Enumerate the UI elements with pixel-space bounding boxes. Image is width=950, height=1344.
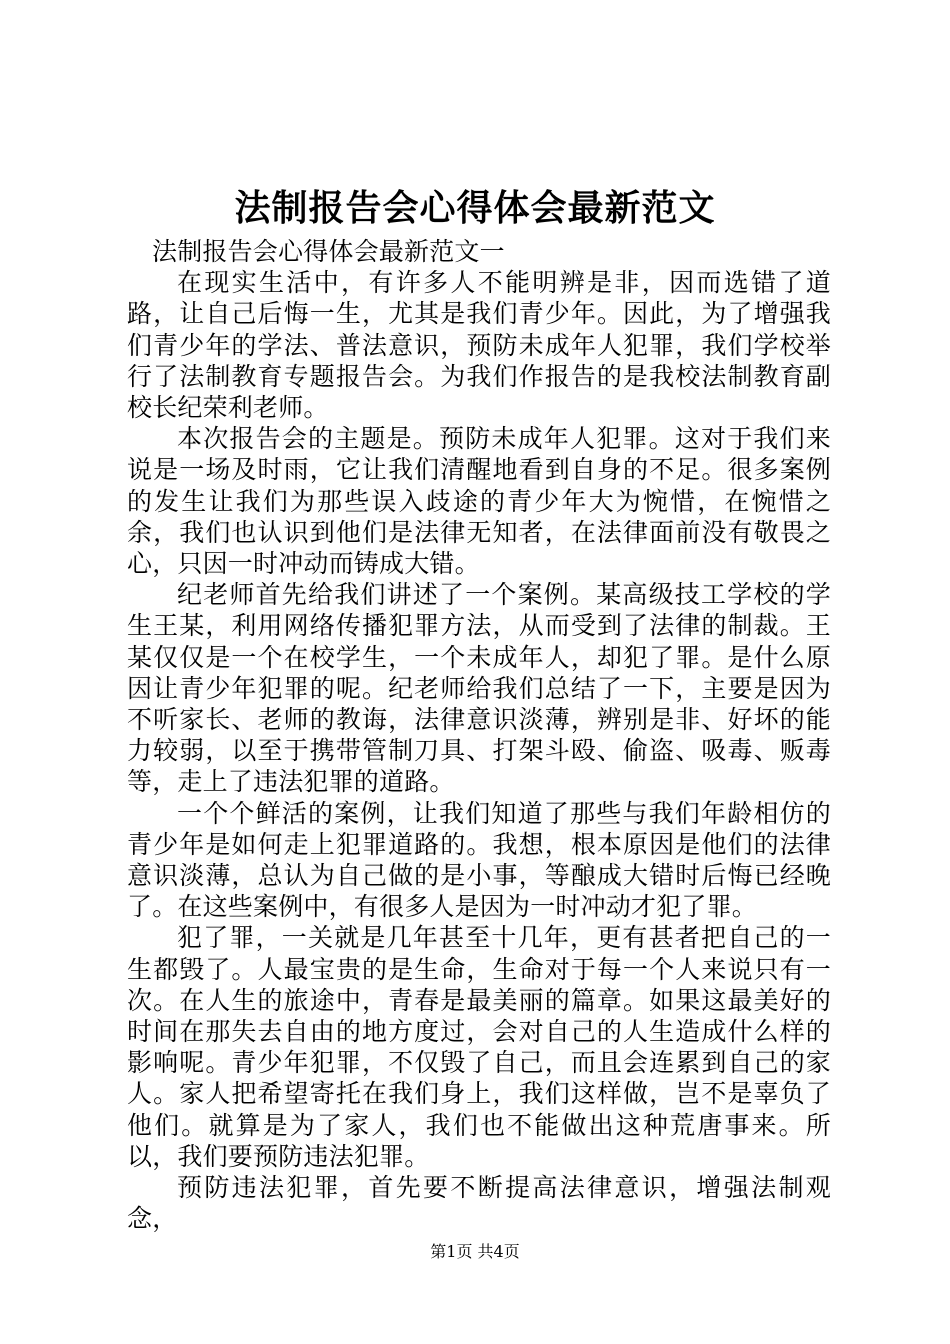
paragraph-6: 预防违法犯罪，首先要不断提高法律意识，增强法制观念， [127, 1173, 831, 1234]
document-subtitle: 法制报告会心得体会最新范文一 [152, 237, 505, 266]
page-title: 法制报告会心得体会最新范文 [234, 187, 716, 229]
paragraph-3: 纪老师首先给我们讲述了一个案例。某高级技工学校的学生王某，利用网络传播犯罪方法，从而受到了法律的制裁。王某仅仅是一个在校学生，一个未成年人，却犯了罪。是什么原因让青少年犯罪的呢。纪老师给我们总结了一下，主要是因为不听家长、老师的教诲，法律意识淡薄，辨别是非、好坏的能力较弱，以至于携带管制刀具、打架斗殴、偷盗、吸毒、贩毒等，走上了违法犯罪的道路。 [127, 580, 831, 797]
paragraph-1: 在现实生活中，有许多人不能明辨是非，因而选错了道路，让自己后悔一生，尤其是我们青少年。因此，为了增强我们青少年的学法、普法意识，预防未成年人犯罪，我们学校举行了法制教育专题报告会。为我们作报告的是我校法制教育副校长纪荣利老师。 [127, 268, 831, 423]
paragraph-5: 犯了罪，一关就是几年甚至十几年，更有甚者把自己的一生都毁了。人最宝贵的是生命，生命对于每一个人来说只有一次。在人生的旅途中，青春是最美丽的篇章。如果这最美好的时间在那失去自由的地方度过，会对自己的人生造成什么样的影响呢。青少年犯罪，不仅毁了自己，而且会连累到自己的家人。家人把希望寄托在我们身上，我们这样做，岂不是辜负了他们。就算是为了家人，我们也不能做出这种荒唐事来。所以，我们要预防违法犯罪。 [127, 923, 831, 1171]
document-body [127, 236, 831, 1235]
paragraph-4: 一个个鲜活的案例，让我们知道了那些与我们年龄相仿的青少年是如何走上犯罪道路的。我想，根本原因是他们的法律意识淡薄，总认为自己做的是小事，等酿成大错时后悔已经晚了。在这些案例中，有很多人是因为一时冲动才犯了罪。 [127, 798, 831, 922]
paragraph-2: 本次报告会的主题是。预防未成年人犯罪。这对于我们来说是一场及时雨，它让我们清醒地看到自身的不足。很多案例的发生让我们为那些误入歧途的青少年大为惋惜，在惋惜之余，我们也认识到他们是法律无知者，在法律面前没有敬畏之心，只因一时冲动而铸成大错。 [127, 424, 831, 579]
page-number-footer: 第1页 共4页 [430, 1242, 520, 1261]
